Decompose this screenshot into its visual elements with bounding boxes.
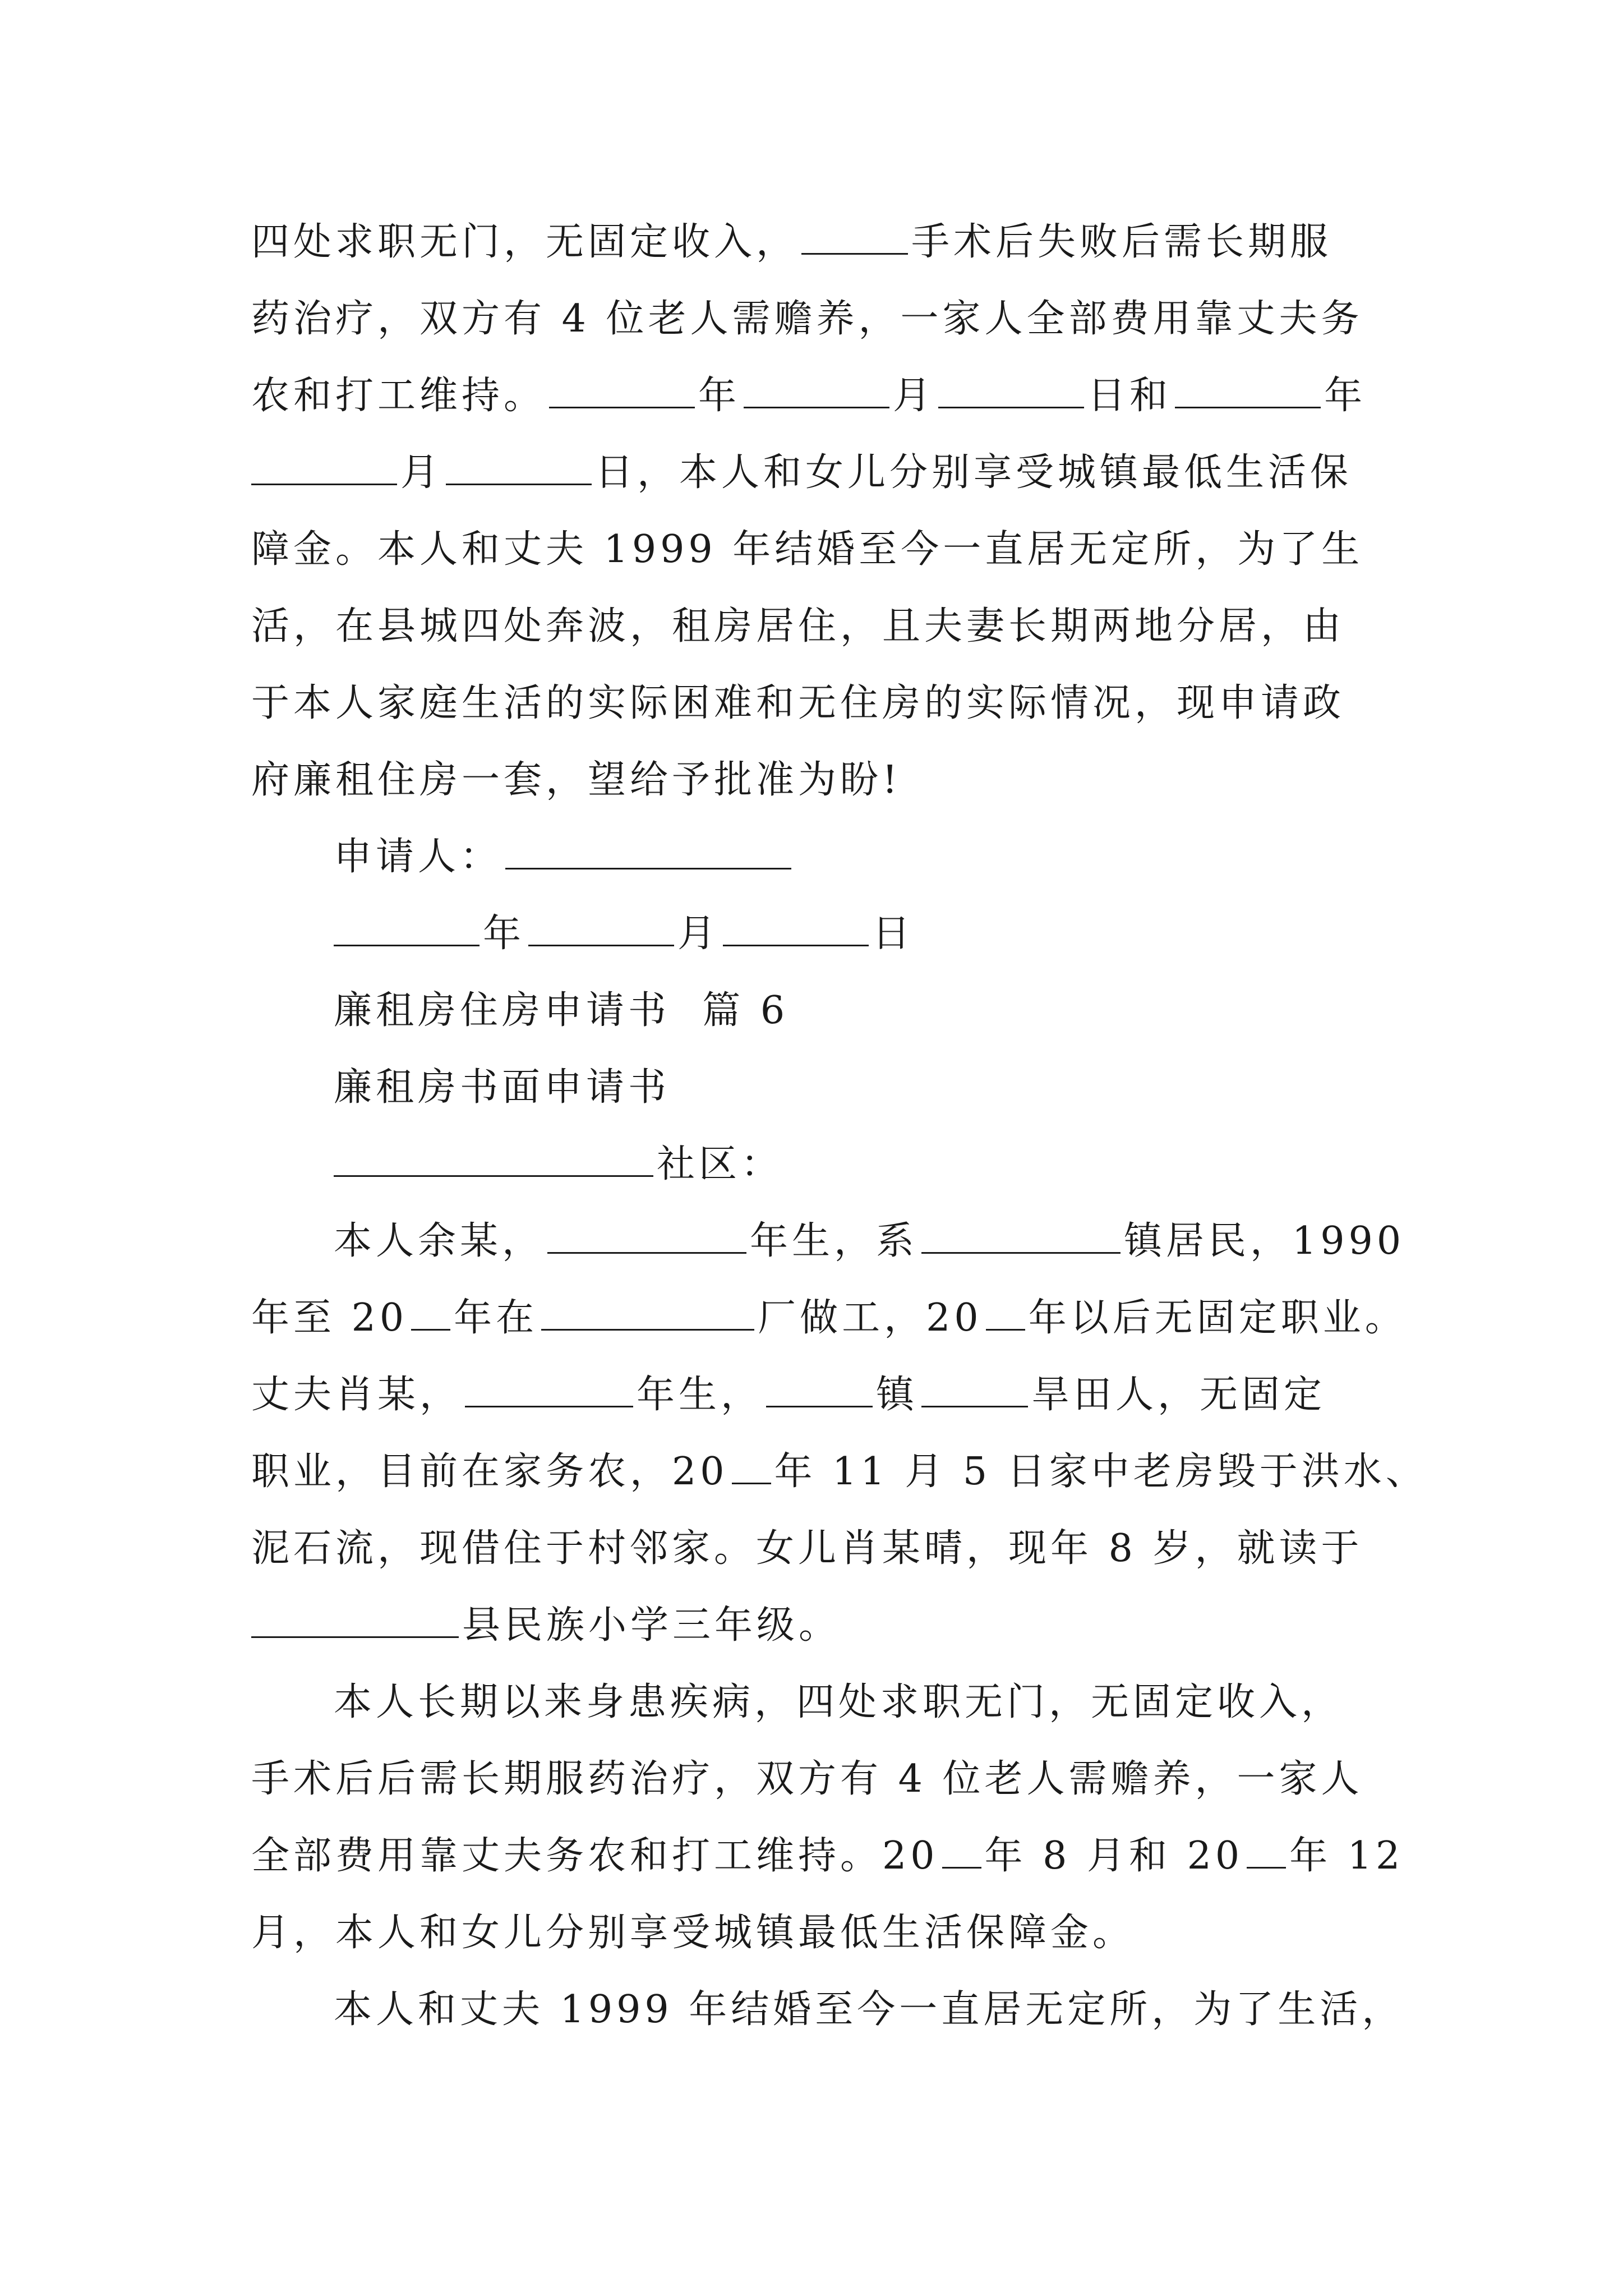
letter-title bbox=[334, 1061, 670, 1115]
letter-title-text: 廉租房书面申请书 bbox=[334, 1065, 671, 1110]
date-line bbox=[334, 907, 914, 961]
blank-field bbox=[251, 1599, 459, 1638]
text-segment: 障金。本人和丈夫 1999 年结婚至今一直居无定所，为了生 bbox=[251, 527, 1364, 572]
text-segment: 镇居民，1990 bbox=[1124, 1219, 1405, 1263]
text-segment: 药治疗，双方有 4 位老人需赡养，一家人全部费用靠丈夫务 bbox=[251, 297, 1363, 341]
section-title-text: 廉租房住房申请书 篇 6 bbox=[334, 988, 789, 1033]
text-line-4 bbox=[251, 446, 1352, 500]
text-segment: 手术后后需长期服药治疗，双方有 4 位老人需赡养，一家人 bbox=[251, 1757, 1363, 1801]
text-segment: 手术后失败后需长期服 bbox=[911, 220, 1332, 264]
text-segment: 年生， bbox=[637, 1373, 763, 1417]
text-segment: 本人长期以来身患疾病，四处求职无门，无固定收入， bbox=[334, 1680, 1344, 1724]
date-day-label: 日 bbox=[872, 912, 915, 956]
text-segment: 年在 bbox=[454, 1296, 538, 1340]
text-segment: 年 bbox=[1324, 374, 1367, 418]
para2-line-1 bbox=[334, 1676, 1343, 1729]
blank-field bbox=[744, 370, 889, 408]
blank-field bbox=[1247, 1830, 1286, 1869]
text-segment: 镇 bbox=[876, 1373, 919, 1417]
blank-field bbox=[986, 1292, 1025, 1331]
text-segment: 月，本人和女儿分别享受城镇最低生活保障金。 bbox=[251, 1911, 1135, 1955]
text-line-5 bbox=[251, 523, 1363, 577]
blank-field bbox=[528, 908, 674, 946]
text-segment: 厂做工，20 bbox=[758, 1296, 983, 1340]
para1-line-5 bbox=[251, 1522, 1363, 1576]
text-line-7 bbox=[251, 677, 1345, 730]
text-segment: 县民族小学三年级。 bbox=[462, 1603, 841, 1648]
blank-field bbox=[541, 1292, 754, 1331]
text-segment: 年 11 月 5 日家中老房毁于洪水、 bbox=[774, 1450, 1428, 1494]
community-suffix: 社区： bbox=[657, 1142, 783, 1186]
blank-field bbox=[334, 908, 479, 946]
community-line bbox=[334, 1138, 783, 1191]
blank-field bbox=[732, 1446, 771, 1484]
text-segment: 月 bbox=[400, 450, 443, 495]
text-segment: 月 bbox=[893, 374, 935, 418]
text-segment: 活，在县城四处奔波，租房居住，且夫妻长期两地分居，由 bbox=[251, 604, 1345, 648]
text-segment: 府廉租住房一套，望给予批准为盼! bbox=[251, 758, 902, 802]
text-segment: 本人余某， bbox=[334, 1219, 545, 1263]
text-segment: 日，本人和女儿分别享受城镇最低生活保 bbox=[595, 450, 1353, 495]
blank-field bbox=[411, 1292, 450, 1331]
para3-line-1 bbox=[334, 1983, 1404, 2037]
para1-line-4 bbox=[251, 1445, 1428, 1499]
para1-line-3 bbox=[251, 1368, 1326, 1422]
text-segment: 农和打工维持。 bbox=[251, 374, 546, 418]
text-segment: 年生，系 bbox=[750, 1219, 919, 1263]
para2-line-3 bbox=[251, 1829, 1404, 1883]
para1-line-1 bbox=[334, 1214, 1405, 1268]
text-segment: 四处求职无门，无固定收入， bbox=[251, 220, 799, 264]
blank-field bbox=[938, 370, 1084, 408]
text-line-8 bbox=[251, 753, 901, 807]
text-segment: 年 8 月和 20 bbox=[984, 1834, 1244, 1878]
text-segment: 泥石流，现借住于村邻家。女儿肖某晴，现年 8 岁，就读于 bbox=[251, 1526, 1363, 1571]
blank-field bbox=[334, 1138, 653, 1177]
blank-field bbox=[1175, 370, 1321, 408]
para1-line-2 bbox=[251, 1291, 1407, 1345]
blank-field bbox=[549, 370, 695, 408]
text-segment: 年 bbox=[698, 374, 741, 418]
text-segment: 年至 20 bbox=[251, 1296, 408, 1340]
blank-field bbox=[723, 908, 869, 946]
blank-field bbox=[465, 1369, 633, 1407]
text-segment: 日和 bbox=[1087, 374, 1172, 418]
blank-field bbox=[446, 447, 592, 485]
section-title bbox=[334, 984, 789, 1038]
para2-line-2 bbox=[251, 1752, 1363, 1806]
applicant-line bbox=[334, 830, 795, 884]
text-segment: 旱田人，无固定 bbox=[1031, 1373, 1326, 1417]
date-month-label: 月 bbox=[677, 912, 720, 956]
text-segment: 职业，目前在家务农，20 bbox=[251, 1450, 728, 1494]
text-segment: 丈夫肖某， bbox=[251, 1373, 462, 1417]
blank-field bbox=[801, 216, 908, 255]
text-line-6 bbox=[251, 600, 1345, 654]
blank-field bbox=[251, 447, 397, 485]
blank-field bbox=[505, 831, 791, 869]
text-line-1 bbox=[251, 215, 1332, 269]
text-segment: 全部费用靠丈夫务农和打工维持。20 bbox=[251, 1834, 939, 1878]
text-line-2 bbox=[251, 292, 1363, 346]
para2-line-4 bbox=[251, 1906, 1135, 1960]
applicant-label: 申请人： bbox=[334, 835, 502, 879]
text-segment: 年 12 bbox=[1289, 1834, 1404, 1878]
text-segment: 本人和丈夫 1999 年结婚至今一直居无定所，为了生活， bbox=[334, 1987, 1404, 2032]
text-segment: 年以后无固定职业。 bbox=[1028, 1296, 1407, 1340]
para1-line-6 bbox=[251, 1599, 841, 1653]
blank-field bbox=[547, 1215, 746, 1254]
blank-field bbox=[766, 1369, 873, 1407]
blank-field bbox=[942, 1830, 981, 1869]
date-year-label: 年 bbox=[483, 912, 525, 956]
text-segment: 于本人家庭生活的实际困难和无住房的实际情况，现申请政 bbox=[251, 681, 1345, 725]
text-line-3 bbox=[251, 369, 1366, 423]
blank-field bbox=[921, 1369, 1028, 1407]
blank-field bbox=[921, 1215, 1121, 1254]
